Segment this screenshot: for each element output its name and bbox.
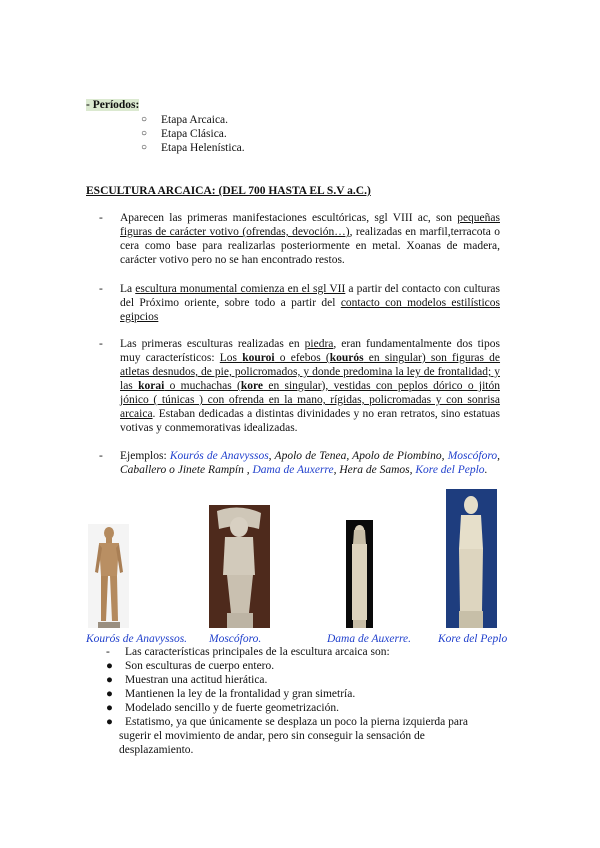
feature-item: ● Son esculturas de cuerpo entero. [106,660,275,672]
feature-item: ● Muestran una actitud hierática. [106,674,268,686]
kouros-anavyssos-image [88,524,129,628]
features-list [101,645,501,757]
caption-kore: Kore del Peplo [438,633,508,645]
feature-item-continued: sugerir el movimiento de andar, pero sin conseguir la sensación de [119,730,425,742]
periods-list [141,113,245,155]
periods-label: - Períodos: [86,99,140,111]
feature-item: ● Mantienen la ley de la frontalidad y gran simetría. [106,688,356,700]
feature-item: ● Modelado sencillo y de fuerte geometrización. [106,702,339,714]
caption-moscoforo: Moscóforo. [209,633,262,645]
period-item: ○ Etapa Helenística. [141,141,245,155]
feature-item: ● Estatismo, ya que únicamente se desplaza un poco la pierna izquierda para [106,716,468,728]
caption-dama: Dama de Auxerre. [327,633,411,645]
period-item: ○ Etapa Arcaica. [141,113,245,127]
features-intro: - Las características principales de la escultura arcaica son: [106,646,390,658]
section-heading: ESCULTURA ARCAICA: (DEL 700 HASTA EL S.V a.C.) [86,185,371,197]
moscoforo-image [209,505,270,628]
caption-kouros: Kourós de Anavyssos. [86,633,188,645]
kore-peplo-image [446,489,497,628]
feature-item-continued: desplazamiento. [119,744,194,756]
dama-auxerre-image [346,520,373,628]
period-item: ○ Etapa Clásica. [141,127,245,141]
